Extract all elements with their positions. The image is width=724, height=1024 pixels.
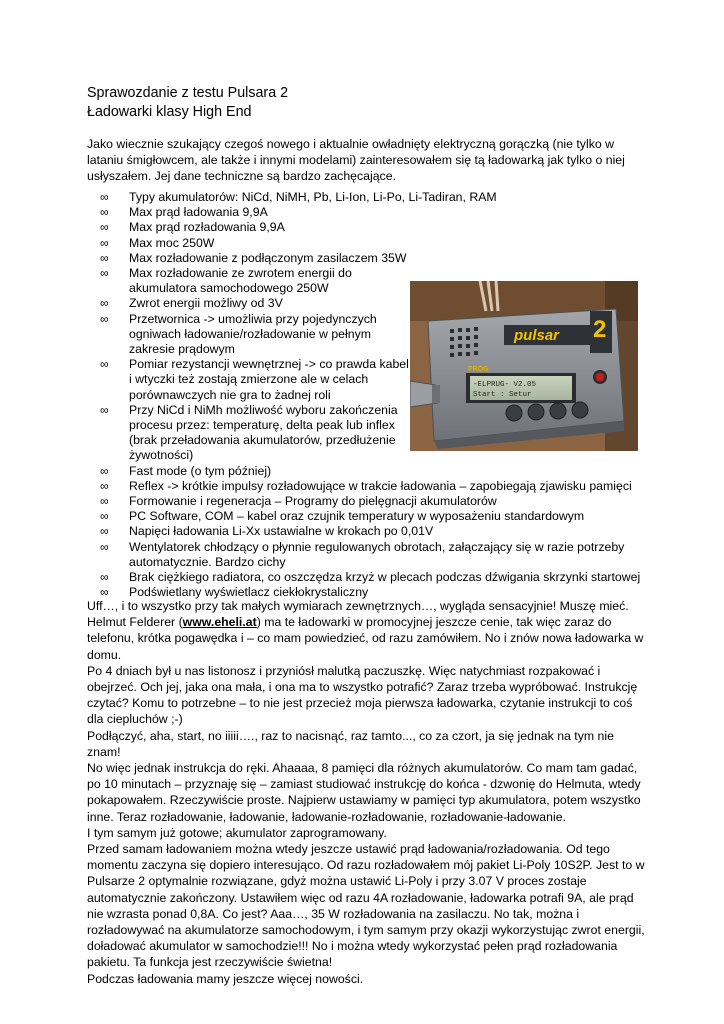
- list-item: ∞ Max prąd ładowania 9,9A: [100, 205, 268, 220]
- infinity-bullet-icon: ∞: [100, 235, 109, 250]
- infinity-bullet-icon: ∞: [100, 539, 109, 554]
- list-item: ∞ Max rozładowanie ze zwrotem energii do akumulatora samochodowego 250W: [100, 266, 352, 296]
- list-item: ∞ Napięci ładowania Li-Xx ustawialne w krokach po 0,01V: [100, 524, 434, 539]
- infinity-bullet-icon: ∞: [100, 357, 109, 372]
- list-item: ∞ Max prąd rozładowania 9,9A: [100, 220, 285, 235]
- infinity-bullet-icon: ∞: [100, 478, 109, 493]
- intro-paragraph: Jako wiecznie szukający czegoś nowego i aktualnie owładnięty elektryczną gorączką (nie tylko w lataniu śmigłowcem, ale także i innymi modelami) zainteresowałem się tą ładowarką jak tylko o niej usłyszałem. Jej dane techniczne są bardzo zachęcające.: [87, 137, 625, 184]
- infinity-bullet-icon: ∞: [100, 266, 109, 281]
- list-item: ∞ PC Software, COM – kabel oraz czujnik temperatury w wyposażeniu standardowym: [100, 509, 585, 524]
- list-item: ∞ Max rozładowanie z podłączonym zasilaczem 35W: [100, 250, 407, 265]
- article-paragraph: Po 4 dniach był u nas listonosz i przyniósł malutką paczuszkę. Więc natychmiast rozpakować i obejrzeć. Och jej, jaka ona mała, i ona ma to wszystko potrafić? Zaraz trzeba wypróbować. Instrukcję czytać? Komu to potrzebne – to nie jest przecież moja pierwsza ładowarka, czytanie instrukcji to coś dla ciepluchów ;-): [87, 663, 638, 727]
- list-item: ∞ Przy NiCd i NiMh możliwość wyboru zakończenia procesu przez: temperaturę, delta peak lub inflex (brak przeładowania akumulatorów, przedłużenie żywotności): [100, 402, 398, 463]
- article-paragraph: Przed samam ładowaniem można wtedy jeszcze ustawić prąd ładowania/rozładowania. Od tego momentu zaczyna się dopiero interesująco. Od razu rozładowałem mój pakiet Li-Poly 10S2P. Jest to w Pulsarze 2 optymalnie rozwiązane, gdyż można ustawić Li-Poly i przy 3.07 V proces zostaje automatycznie zakończony. Ustawiłem więc od razu 4A rozładowanie, ładowarka potrafi 9A, ale prąd nie wzrasta ponad 0,8A. Co jest? Aaa…, 35 W rozładowania na zasilaczu. No tak, można i rozładowywać na akumulatorze samochodowym, i tym samym przy okazji wykorzystując zwrot energii, doładować akumulator w samochodzie!!! No i można wtedy wykorzystać pełen prąd rozładowania pakietu. Ta funkcja jest rzeczywiście świetna!: [87, 842, 645, 970]
- infinity-bullet-icon: ∞: [100, 494, 109, 509]
- infinity-bullet-icon: ∞: [100, 190, 109, 204]
- infinity-bullet-icon: ∞: [100, 220, 109, 235]
- infinity-bullet-icon: ∞: [100, 296, 109, 311]
- list-item: ∞ Przetwornica -> umożliwia przy pojedynczych ogniwach ładowanie/rozładowanie w pełnym zakresie prądowym: [100, 311, 377, 357]
- infinity-bullet-icon: ∞: [100, 311, 109, 326]
- list-item: ∞ Fast mode (o tym później): [100, 463, 272, 478]
- article-paragraph: Podłączyć, aha, start, no iiiii…., raz to nacisnąć, raz tamto..., co za czort, ja się jednak na tym nie znam!: [87, 728, 614, 759]
- model-digit: 2: [593, 316, 607, 343]
- infinity-bullet-icon: ∞: [100, 585, 109, 600]
- infinity-bullet-icon: ∞: [100, 402, 109, 417]
- list-item: ∞ Brak ciężkiego radiatora, co oszczędza krzyż w plecach podczas dźwigania skrzynki startowej: [100, 570, 641, 585]
- list-item: ∞ Wentylatorek chłodzący o płynnie regulowanych obrotach, załączający się w razie potrzeby automatycznie. Bardzo cichy: [100, 539, 625, 569]
- eheli-link[interactable]: www.eheli.at: [182, 615, 257, 630]
- brand-logo: pulsar: [514, 327, 560, 344]
- lcd-line-1: -ELPRUG- V2.05: [473, 381, 537, 389]
- list-item: ∞ Formowanie i regeneracja – Programy do pielęgnacji akumulatorów: [100, 494, 497, 509]
- title-line-1: Sprawozdanie z testu Pulsara 2: [87, 85, 289, 101]
- list-item: ∞ Max moc 250W: [100, 235, 215, 250]
- infinity-bullet-icon: ∞: [100, 570, 109, 585]
- article-body: [87, 598, 647, 987]
- start-button: [596, 373, 605, 382]
- title-line-2: Ładowarki klasy High End: [87, 104, 252, 120]
- infinity-bullet-icon: ∞: [100, 509, 109, 524]
- infinity-bullet-icon: ∞: [100, 250, 109, 265]
- list-item: ∞ Zwrot energii możliwy od 3V: [100, 296, 283, 311]
- list-item: ∞ Podświetlany wyświetlacz ciekłokrystaliczny: [100, 585, 369, 600]
- infinity-bullet-icon: ∞: [100, 524, 109, 539]
- list-item: ∞ Typy akumulatorów: NiCd, NiMH, Pb, Li-Ion, Li-Po, Li-Tadiran, RAM: [100, 190, 497, 204]
- article-paragraph: Uff…, i to wszystko przy tak małych wymiarach zewnętrznych…, wygląda sensacyjnie! Muszę mieć. Helmut Felderer (www.eheli.at) ma te ładowarki w promocyjnej jeszcze cenie, tak więc zaraz do telefonu, krótka pogawędka i – co mam powiedzieć, od razu zamówiłem. No i znów nowa ładowarka w domu.: [87, 599, 644, 662]
- list-item: ∞ Pomiar rezystancji wewnętrznej -> co prawda kabel i wtyczki też zostają zmierzone ale w celach porównawczych nie gra to żadnej roli: [100, 357, 409, 402]
- article-paragraph: Podczas ładowania mamy jeszcze więcej nowości.: [87, 971, 364, 986]
- list-item: ∞ Reflex -> krótkie impulsy rozładowujące w trakcie ładowania – zapobiegają zjawisku pamięci: [100, 478, 632, 493]
- infinity-bullet-icon: ∞: [100, 205, 109, 220]
- charger-photo: [410, 281, 638, 451]
- article-paragraph: No więc jednak instrukcja do ręki. Ahaaaa, 8 pamięci dla różnych akumulatorów. Co mam tam gadać, po 10 minutach – przyznaję się – zamiast studiować instrukcję do końca - dzwonię do Helmuta, wtedy pokapowałem. Rzeczywiście proste. Najpierw ustawiamy w pamięci typ akumulatora, potem wszystko inne. Teraz rozładowanie, ładowanie, ładowanie-rozładowanie, rozładowanie-ładowanie.: [87, 761, 641, 824]
- document-title: [87, 84, 288, 122]
- lcd-line-2: Start : Setur: [473, 391, 532, 399]
- prog-label: PROG: [468, 366, 489, 373]
- infinity-bullet-icon: ∞: [100, 463, 109, 478]
- article-paragraph: I tym samym już gotowe; akumulator zaprogramowany.: [87, 825, 387, 840]
